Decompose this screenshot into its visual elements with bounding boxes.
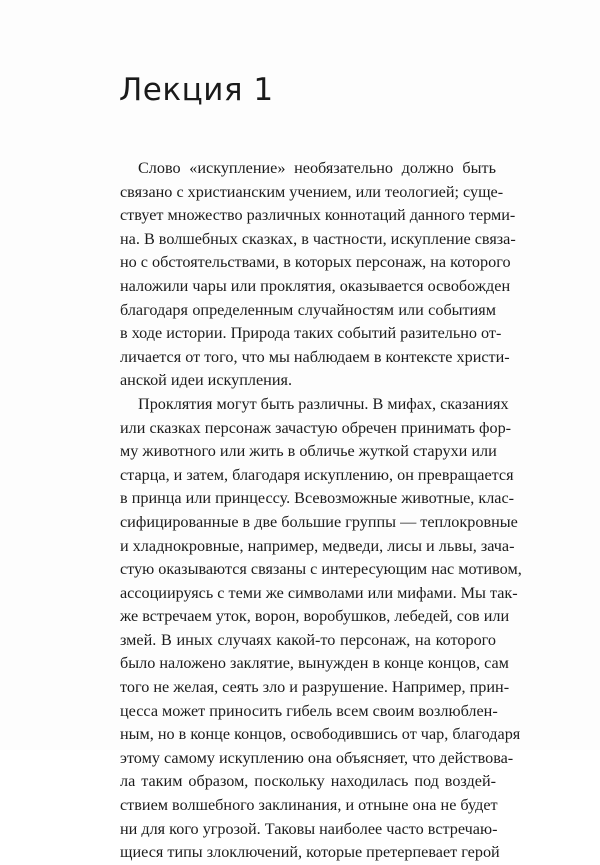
text-line: Проклятия могут быть различны. В мифах, сказаниях [138,394,509,413]
text-line: сифицированные в две большие группы — теплокровные [120,512,518,531]
text-line: личается от того, что мы наблюдаем в контексте христи- [120,347,510,366]
text-line: связано с христианским учением, или теологией; суще- [120,182,504,201]
text-line: было наложено заклятие, вынужден в конце концов, сам [120,654,509,673]
body-text [120,157,522,865]
text-line: благодаря определенным случайностям или событиям [120,300,496,319]
text-line: змей. В иных случаях какой-то персонаж, на которого [120,630,496,649]
text-line: анской идеи искупления. [120,371,292,390]
text-line: стую оказываются связаны с интересующим нас мотивом, [120,560,522,579]
text-line: ни для кого угрозой. Таковы наиболее часто встречаю- [120,819,498,838]
text-line: ла таким образом, поскольку находилась под воздей- [120,772,496,791]
text-line: или сказках персонаж зачастую обречен принимать фор- [120,418,512,437]
text-line: ствием волшебного заклинания, и отныне она не будет [120,796,498,815]
text-line: му животного или жить в обличье жуткой старухи или [120,442,497,461]
text-line: в ходе истории. Природа таких событий разительно от- [120,324,502,343]
text-line: но с обстоятельствами, в которых персонаж, на которого [120,253,511,272]
text-line: ным, но в конце концов, освободившись от чар, благодаря [120,725,521,744]
text-line: же встречаем уток, ворон, воробушков, лебедей, сов или [120,607,510,626]
text-line: ствует множество различных коннотаций данного терми- [120,206,516,225]
text-line: наложили чары или проклятия, оказывается освобожден [120,276,511,295]
text-line: на. В волшебных сказках, в частности, искупление связа- [120,229,516,248]
text-line: и хладнокровные, например, медведи, лисы и львы, зача- [120,536,515,555]
text-line: Слово «искупление» необязательно должно быть [138,159,496,177]
text-line: в принца или принцессу. Всевозможные животные, клас- [120,489,515,508]
text-line: щиеся типы злоключений, которые претерпевает герой [120,843,500,862]
text-line: того не желая, сеять зло и разрушение. Например, прин- [120,678,510,697]
chapter-title: Лекция 1 [119,72,274,108]
text-line: этому самому искуплению она объясняет, что действова- [120,748,514,767]
text-line: ассоциируясь с теми же символами или мифами. Мы так- [120,583,518,602]
text-line: старца, и затем, благодаря искуплению, он превращается [120,465,514,484]
text-line: цесса может приносить гибель всем своим возлюблен- [120,701,498,720]
